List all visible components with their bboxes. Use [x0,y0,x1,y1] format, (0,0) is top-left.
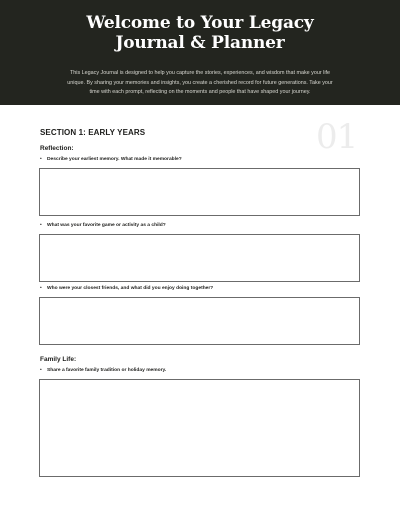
page-title-line-2: Journal & Planner [115,33,285,53]
bullet-icon: • [40,286,42,291]
bullet-icon: • [40,368,42,373]
answer-box-earliest-memory[interactable] [39,168,360,216]
family-life-heading: Family Life: [40,356,77,363]
header-banner [0,0,400,105]
section-title: SECTION 1: EARLY YEARS [40,128,146,137]
prompt-family-tradition [40,368,166,373]
intro-text-line-2: unique. By sharing your memories and insights, you create a cherished record for future generations. Take your [67,79,333,86]
answer-box-family-tradition[interactable] [39,379,360,477]
answer-box-favorite-game[interactable] [39,234,360,282]
section-number: 01 [316,117,358,157]
bullet-icon: • [40,223,42,228]
answer-box-closest-friends[interactable] [39,297,360,345]
prompt-closest-friends [40,286,213,291]
bullet-icon: • [40,157,42,162]
reflection-heading: Reflection: [40,145,74,152]
page-title-line-1: Welcome to Your Legacy [86,13,314,33]
prompt-text: What was your favorite game or activity as a child? [47,223,166,228]
prompt-text: Share a favorite family tradition or holiday memory. [47,368,167,373]
prompt-text: Describe your earliest memory. What made it memorable? [47,157,182,162]
prompt-text: Who were your closest friends, and what did you enjoy doing together? [47,286,214,291]
intro-text-line-1: This Legacy Journal is designed to help you capture the stories, experiences, and wisdom that make your life [69,70,331,76]
prompt-favorite-game [40,223,166,228]
intro-text-line-3: time with each prompt, reflecting on the moments and people that have shaped your journey. [89,89,311,95]
prompt-earliest-memory [40,157,182,162]
